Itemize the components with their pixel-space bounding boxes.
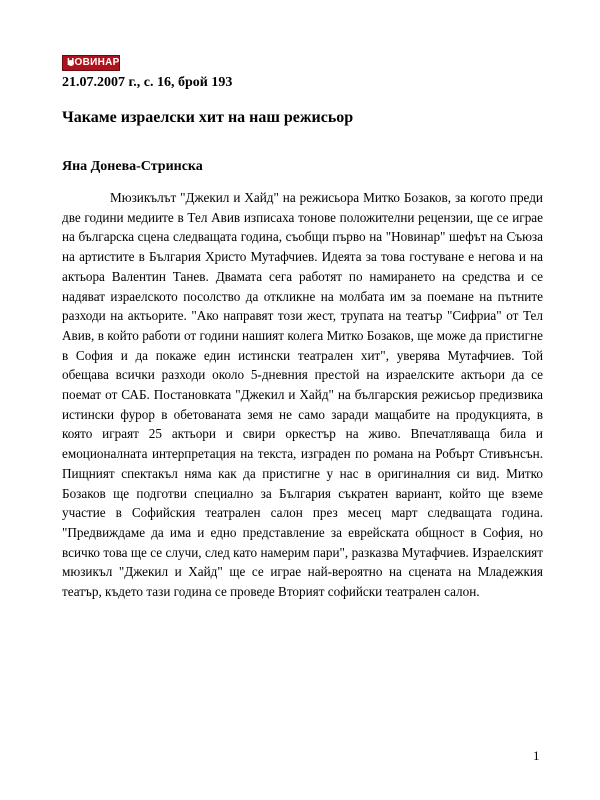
article-body: Мюзикълът "Джекил и Хайд" на режисьора Митко Бозаков, за когото преди две години медиите в Тел Авив изписаха тонове положителни рецензии, ще се играе на българска сцена следващата година, съобщи първо на "Новинар" шефът на Съюза на артистите в България Христо Мутафчиев. Идеята за това гостуване е негова и на актьора Валентин Танев. Двамата сега работят по намирането на средства и се надяват израелското посолство да откликне на молбата им за поемане на пътните разходи на актьорите. "Ако направят този жест, трупата на театър "Сифриа" от Тел Авив, в който работи от години нашият колега Митко Бозаков, ще може да пристигне в София и да покаже един истински театрален хит", уверява Мутафчиев. Той обещава всички разходи около 5-дневния престой на израелските актьори да се поемат от САБ. Постановката "Джекил и Хайд" на българския режисьор предизвика истински фурор в обетованата земя не само заради мащабите на продукцията, в която играят 25 актьори и свири оркестър на живо. Впечатляваща била и емоционалната интерпретация на текста, изграден по романа на Робърт Стивънсън. Пищният спектакъл няма как да пристигне у нас в оригиналния си вид. Митко Бозаков ще подготви специално за България съкратен вариант, който ще вземе участие в Софийския театрален салон през месец март следващата година. "Предвиждаме да има и едно представление за еврейската общност в София, но всичко това ще се случи, след като намерим пари", разказва Мутафчиев. Израелският мюзикъл "Джекил и Хайд" ще се играе най-вероятно на сцената на Младежкия театър, където тази година се проведе Вторият софийски театрален салон. bbox=[62, 190, 543, 600]
article-author: Яна Донева-Стринска bbox=[62, 159, 203, 174]
logo-text: НОВИНАР bbox=[67, 57, 120, 68]
article-headline: Чакаме израелски хит на наш режисьор bbox=[62, 109, 354, 126]
newspaper-logo bbox=[62, 55, 120, 71]
page-number: 1 bbox=[533, 748, 540, 763]
dateline: 21.07.2007 г., с. 16, брой 193 bbox=[62, 75, 233, 90]
